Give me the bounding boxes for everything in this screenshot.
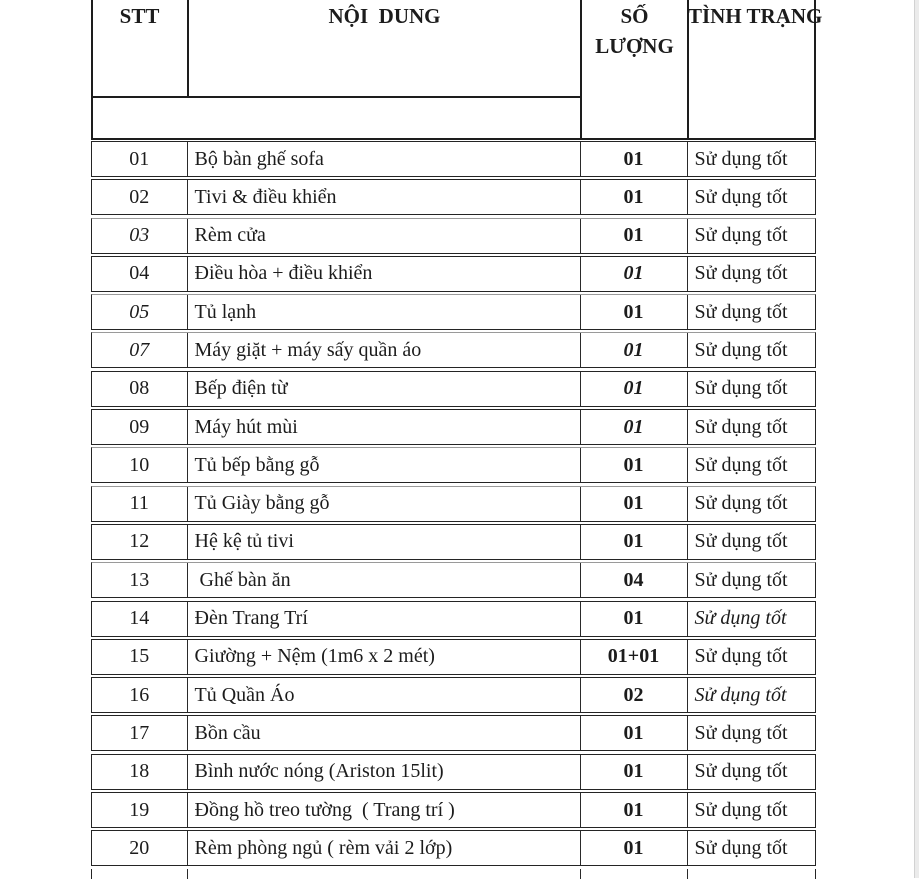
content-cell: Tủ Quần Áo bbox=[188, 678, 581, 712]
stt-cell: 12 bbox=[92, 525, 188, 559]
stub-stt-cell bbox=[92, 869, 188, 879]
status-cell: Sử dụng tốt bbox=[694, 683, 787, 706]
qty-cell: 01 bbox=[581, 142, 688, 176]
content-cell: Tivi & điều khiển bbox=[188, 180, 581, 214]
qty-cell: 01 bbox=[581, 602, 688, 636]
qty-cell: 01+01 bbox=[581, 640, 688, 674]
table-row bbox=[91, 830, 816, 866]
table-row bbox=[91, 792, 816, 828]
status-cell: Sử dụng tốt bbox=[694, 300, 788, 323]
stt-cell: 11 bbox=[92, 487, 188, 521]
table-row bbox=[91, 409, 816, 445]
qty-cell: 01 bbox=[581, 180, 688, 214]
stt-cell: 03 bbox=[92, 219, 188, 253]
qty-cell: 01 bbox=[581, 372, 688, 406]
stt-cell: 17 bbox=[92, 716, 188, 750]
table-row bbox=[91, 141, 816, 177]
inventory-table bbox=[91, 0, 823, 879]
status-cell: Sử dụng tốt bbox=[694, 224, 788, 247]
table-row bbox=[91, 218, 816, 254]
qty-cell: 01 bbox=[581, 831, 688, 865]
table-row bbox=[91, 715, 816, 751]
content-cell: Máy giặt + máy sấy quần áo bbox=[188, 333, 581, 367]
status-cell: Sử dụng tốt bbox=[694, 721, 788, 744]
content-cell: Ghế bàn ăn bbox=[188, 563, 581, 597]
qty-cell: 01 bbox=[581, 793, 688, 827]
status-cell: Sử dụng tốt bbox=[694, 645, 788, 668]
qty-cell: 01 bbox=[581, 219, 688, 253]
content-cell: Rèm phòng ngủ ( rèm vải 2 lớp) bbox=[188, 831, 581, 865]
table-row bbox=[91, 486, 816, 522]
status-cell: Sử dụng tốt bbox=[694, 147, 788, 170]
content-cell: Giường + Nệm (1m6 x 2 mét) bbox=[188, 640, 581, 674]
stt-cell: 14 bbox=[92, 602, 188, 636]
cut-off-next-row bbox=[91, 869, 816, 879]
stt-cell: 05 bbox=[92, 295, 188, 329]
table-row bbox=[91, 562, 816, 598]
content-cell: Tủ Giày bằng gỗ bbox=[188, 487, 581, 521]
qty-cell: 01 bbox=[581, 525, 688, 559]
column-header-stt: STT bbox=[119, 4, 160, 28]
right-edge-strip bbox=[914, 0, 919, 878]
stt-cell: 04 bbox=[92, 257, 188, 291]
status-cell: Sử dụng tốt bbox=[694, 262, 788, 285]
column-header-qty-line1: SỐ bbox=[620, 4, 649, 28]
stt-cell: 01 bbox=[92, 142, 188, 176]
stt-cell: 13 bbox=[92, 563, 188, 597]
status-cell: Sử dụng tốt bbox=[694, 568, 788, 591]
status-cell: Sử dụng tốt bbox=[694, 492, 788, 515]
qty-cell: 01 bbox=[581, 257, 688, 291]
status-cell: Sử dụng tốt bbox=[694, 607, 787, 630]
qty-cell: 01 bbox=[581, 755, 688, 789]
table-row bbox=[91, 447, 816, 483]
column-header-content: NỘI DUNG bbox=[328, 4, 441, 28]
qty-cell: 01 bbox=[581, 333, 688, 367]
column-header-status: TÌNH TRẠNG bbox=[688, 4, 823, 28]
qty-cell: 04 bbox=[581, 563, 688, 597]
content-cell: Bồn cầu bbox=[188, 716, 581, 750]
stt-cell: 10 bbox=[92, 448, 188, 482]
content-cell: Bộ bàn ghế sofa bbox=[188, 142, 581, 176]
content-cell: Đèn Trang Trí bbox=[188, 602, 581, 636]
table-header-row bbox=[91, 0, 823, 140]
status-cell: Sử dụng tốt bbox=[694, 530, 788, 553]
status-cell: Sử dụng tốt bbox=[694, 453, 788, 476]
table-row bbox=[91, 256, 816, 292]
stt-cell: 15 bbox=[92, 640, 188, 674]
status-cell: Sử dụng tốt bbox=[694, 798, 788, 821]
status-cell: Sử dụng tốt bbox=[694, 760, 788, 783]
status-cell: Sử dụng tốt bbox=[694, 377, 788, 400]
content-cell: Điều hòa + điều khiển bbox=[188, 257, 581, 291]
content-cell: Đồng hồ treo tường ( Trang trí ) bbox=[188, 793, 581, 827]
stt-cell: 07 bbox=[92, 333, 188, 367]
stt-cell: 16 bbox=[92, 678, 188, 712]
content-cell: Hệ kệ tủ tivi bbox=[188, 525, 581, 559]
table-row bbox=[91, 601, 816, 637]
stub-content-cell bbox=[188, 869, 581, 879]
table-row bbox=[91, 677, 816, 713]
column-header-qty-line2: LƯỢNG bbox=[595, 34, 674, 58]
qty-cell: 02 bbox=[581, 678, 688, 712]
stt-cell: 19 bbox=[92, 793, 188, 827]
table-row bbox=[91, 754, 816, 790]
qty-cell: 01 bbox=[581, 295, 688, 329]
content-cell: Bình nước nóng (Ariston 15lit) bbox=[188, 755, 581, 789]
status-cell: Sử dụng tốt bbox=[694, 185, 788, 208]
table-row bbox=[91, 332, 816, 368]
stub-qty-cell bbox=[581, 869, 688, 879]
table-row bbox=[91, 179, 816, 215]
stt-cell: 09 bbox=[92, 410, 188, 444]
qty-cell: 01 bbox=[581, 487, 688, 521]
status-cell: Sử dụng tốt bbox=[694, 836, 788, 859]
qty-cell: 01 bbox=[581, 716, 688, 750]
table-row bbox=[91, 639, 816, 675]
table-row bbox=[91, 524, 816, 560]
stt-cell: 20 bbox=[92, 831, 188, 865]
stt-cell: 02 bbox=[92, 180, 188, 214]
stt-cell: 18 bbox=[92, 755, 188, 789]
content-cell: Máy hút mùi bbox=[188, 410, 581, 444]
content-cell: Rèm cửa bbox=[188, 219, 581, 253]
content-cell: Bếp điện từ bbox=[188, 372, 581, 406]
table-body bbox=[91, 141, 816, 866]
status-cell: Sử dụng tốt bbox=[694, 415, 788, 438]
qty-cell: 01 bbox=[581, 410, 688, 444]
header-sub-divider bbox=[91, 96, 582, 98]
table-row bbox=[91, 294, 816, 330]
table-row bbox=[91, 371, 816, 407]
stt-cell: 08 bbox=[92, 372, 188, 406]
qty-cell: 01 bbox=[581, 448, 688, 482]
content-cell: Tủ bếp bằng gỗ bbox=[188, 448, 581, 482]
content-cell: Tủ lạnh bbox=[188, 295, 581, 329]
status-cell: Sử dụng tốt bbox=[694, 338, 788, 361]
